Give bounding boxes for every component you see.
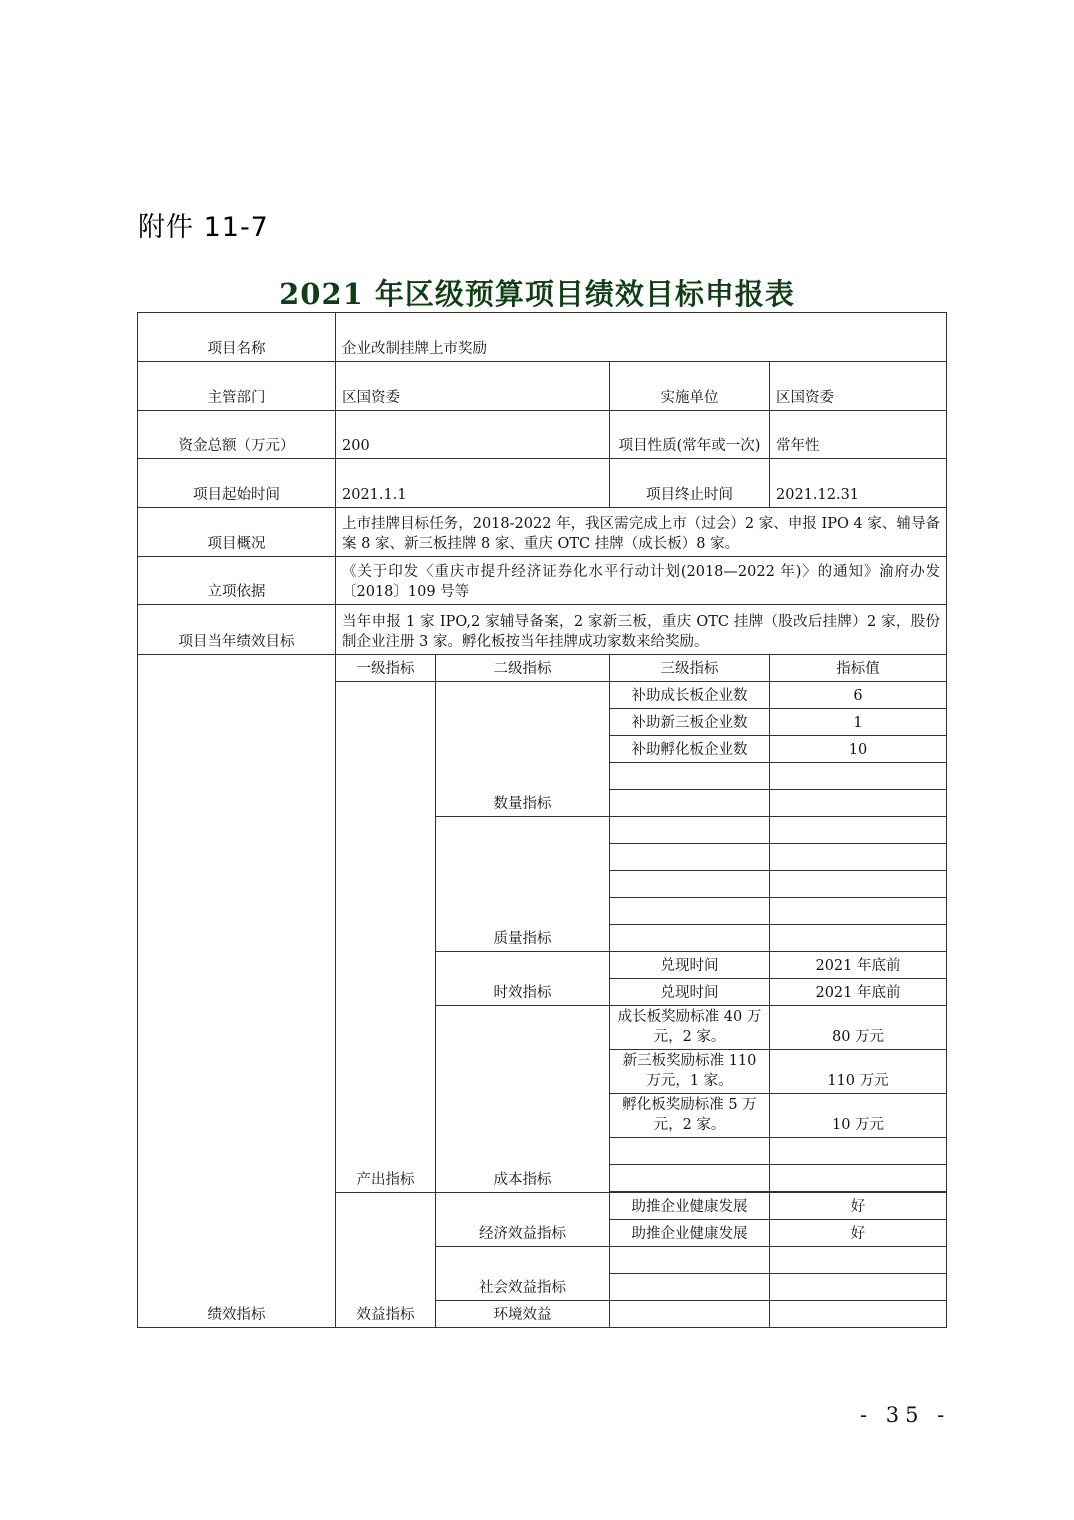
fund-label: 资金总额（万元） <box>138 411 336 459</box>
fund-value: 200 <box>336 411 610 459</box>
dept-label: 主管部门 <box>138 362 336 411</box>
overview-value: 上市挂牌目标任务，2018-2022 年，我区需完成上市（过会）2 家、申报 IPO 4 家、辅导备案 8 家、新三板挂牌 8 家、重庆 OTC 挂牌（成长板）8 家。 <box>336 508 947 557</box>
indicator-value: 好 <box>770 1220 947 1247</box>
dept-value: 区国资委 <box>336 362 610 411</box>
indicator-value: 好 <box>770 1193 947 1220</box>
cost-indicator-label: 成本指标 <box>436 1006 610 1193</box>
nature-label: 项目性质(常年或一次) <box>610 411 770 459</box>
indicator-value: 110 万元 <box>770 1050 947 1094</box>
row-overview <box>138 508 947 557</box>
row-project-name <box>138 313 947 362</box>
end-value: 2021.12.31 <box>770 459 947 508</box>
goal-label: 项目当年绩效目标 <box>138 605 336 655</box>
output-indicator-label: 产出指标 <box>336 682 436 1193</box>
header-value: 指标值 <box>770 655 947 682</box>
attachment-label: 附件 11-7 <box>138 212 269 243</box>
project-name-label: 项目名称 <box>138 313 336 362</box>
indicator-name: 新三板奖励标准 110 万元，1 家。 <box>610 1050 770 1094</box>
indicator-value: 2021 年底前 <box>770 979 947 1006</box>
indicator-name: 孵化板奖励标准 5 万元，2 家。 <box>610 1094 770 1138</box>
indicator-name: 补助孵化板企业数 <box>610 736 770 763</box>
indicator-value: 2021 年底前 <box>770 952 947 979</box>
basis-label: 立项依据 <box>138 557 336 605</box>
start-value: 2021.1.1 <box>336 459 610 508</box>
row-goal <box>138 605 947 655</box>
header-level2: 二级指标 <box>436 655 610 682</box>
end-label: 项目终止时间 <box>610 459 770 508</box>
indicator-value: 10 <box>770 736 947 763</box>
unit-value: 区国资委 <box>770 362 947 411</box>
indicator-value: 1 <box>770 709 947 736</box>
nature-value: 常年性 <box>770 411 947 459</box>
row-department <box>138 362 947 411</box>
economic-indicator-label: 经济效益指标 <box>436 1193 610 1247</box>
social-indicator-label: 社会效益指标 <box>436 1247 610 1301</box>
benefit-indicator-label: 效益指标 <box>336 1193 436 1328</box>
performance-indicator-label: 绩效指标 <box>138 655 336 1328</box>
indicator-value: 6 <box>770 682 947 709</box>
environment-indicator-label: 环境效益 <box>436 1301 610 1328</box>
header-level3: 三级指标 <box>610 655 770 682</box>
indicator-name: 兑现时间 <box>610 979 770 1006</box>
row-period <box>138 459 947 508</box>
indicator-value: 80 万元 <box>770 1006 947 1050</box>
indicator-name: 助推企业健康发展 <box>610 1220 770 1247</box>
page-number: - 35 - <box>860 1403 951 1427</box>
page-title: 2021 年区级预算项目绩效目标申报表 <box>279 277 795 311</box>
indicator-name: 助推企业健康发展 <box>610 1193 770 1220</box>
budget-target-form <box>137 312 947 1328</box>
indicator-header-row <box>138 655 947 682</box>
indicator-name: 兑现时间 <box>610 952 770 979</box>
header-level1: 一级指标 <box>336 655 436 682</box>
unit-label: 实施单位 <box>610 362 770 411</box>
row-basis <box>138 557 947 605</box>
indicator-name: 补助成长板企业数 <box>610 682 770 709</box>
row-fund <box>138 411 947 459</box>
overview-label: 项目概况 <box>138 508 336 557</box>
quality-indicator-label: 质量指标 <box>436 817 610 952</box>
quantity-indicator-label: 数量指标 <box>436 682 610 817</box>
goal-value: 当年申报 1 家 IPO,2 家辅导备案，2 家新三板，重庆 OTC 挂牌（股改后挂牌）2 家，股份制企业注册 3 家。孵化板按当年挂牌成功家数来给奖励。 <box>336 605 947 655</box>
project-name-value: 企业改制挂牌上市奖励 <box>336 313 947 362</box>
indicator-name: 补助新三板企业数 <box>610 709 770 736</box>
basis-value: 《关于印发〈重庆市提升经济证券化水平行动计划(2018—2022 年)〉的通知》渝府办发〔2018〕109 号等 <box>336 557 947 605</box>
time-indicator-label: 时效指标 <box>436 952 610 1006</box>
indicator-value: 10 万元 <box>770 1094 947 1138</box>
start-label: 项目起始时间 <box>138 459 336 508</box>
indicator-name: 成长板奖励标准 40 万元，2 家。 <box>610 1006 770 1050</box>
